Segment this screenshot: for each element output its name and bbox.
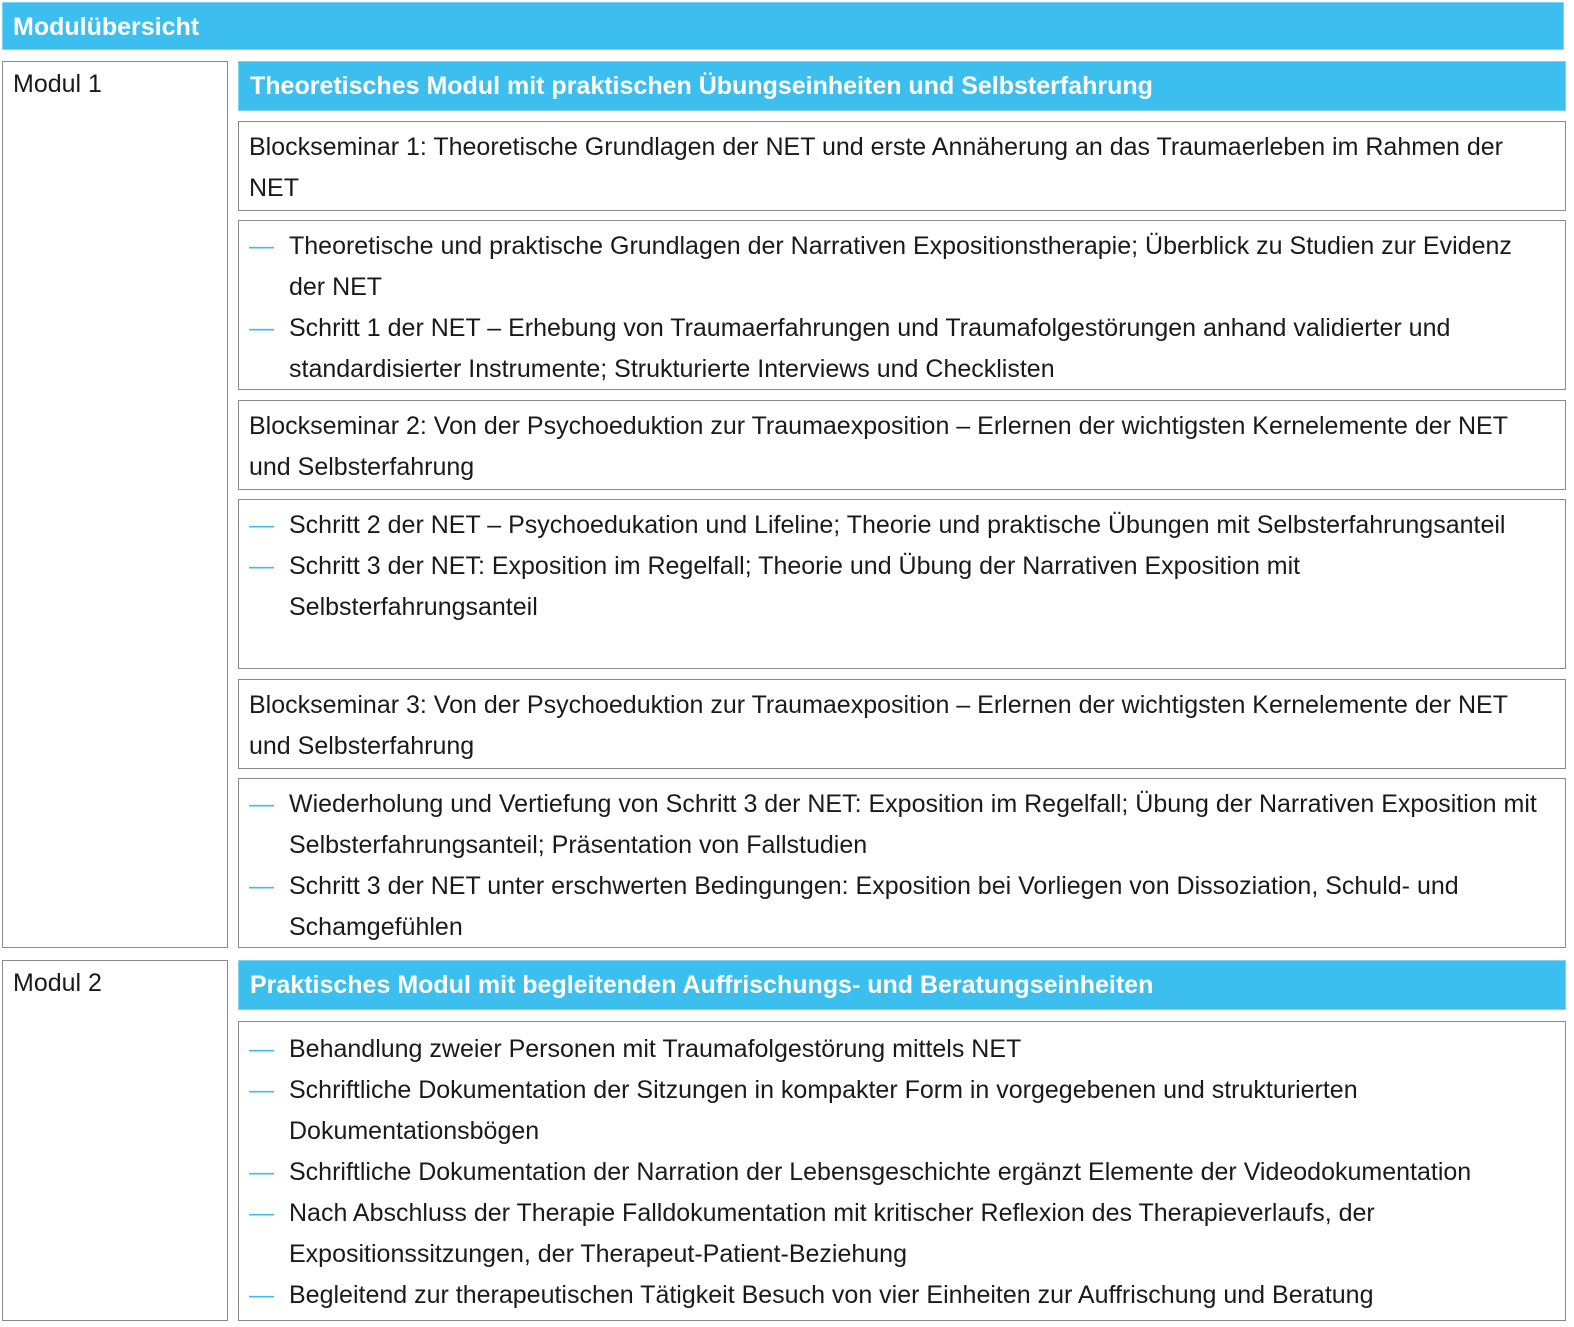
dash-bullet-icon: — (249, 1199, 274, 1227)
list-item (249, 1275, 1545, 1316)
list-item (249, 505, 1545, 546)
list-item (249, 308, 1545, 390)
dash-bullet-icon: — (249, 314, 274, 342)
list-item-text: Nach Abschluss der Therapie Falldokumentation mit kritischer Reflexion des Therapieverlaufs, der Expositionssitzungen, der Therapeut-Patient-Beziehung (289, 1199, 1375, 1268)
list-item-text: Schritt 3 der NET: Exposition im Regelfall; Theorie und Übung der Narrativen Exposition mit Selbsterfahrungsanteil (289, 552, 1301, 621)
block-items-box (238, 499, 1566, 669)
list-item-text: Wiederholung und Vertiefung von Schritt 3 der NET: Exposition im Regelfall; Übung der Narrativen Exposition mit Selbsterfahrungsanteil; Präsentation von Fallstudien (289, 790, 1537, 859)
list-item (249, 1193, 1545, 1275)
module-items-box (238, 1021, 1566, 1321)
dash-bullet-icon: — (249, 232, 274, 260)
list-item-text: Schriftliche Dokumentation der Sitzungen in kompakter Form in vorgegebenen und strukturierten Dokumentationsbögen (289, 1076, 1358, 1145)
dash-bullet-icon: — (249, 872, 274, 900)
module-label: Modul 1 (2, 61, 228, 948)
list-item (249, 1152, 1545, 1193)
module-title: Theoretisches Modul mit praktischen Übungseinheiten und Selbsterfahrung (238, 61, 1566, 111)
block-item-list (239, 779, 1565, 948)
module-label: Modul 2 (2, 960, 228, 1321)
list-item-text: Begleitend zur therapeutischen Tätigkeit Besuch von vier Einheiten zur Auffrischung und Beratung (289, 1281, 1374, 1309)
block-item-list (239, 221, 1565, 390)
block-heading: Blockseminar 2: Von der Psychoeduktion zur Traumaexposition – Erlernen der wichtigsten Kernelemente der NET und Selbsterfahrung (249, 412, 1508, 481)
dash-bullet-icon: — (249, 1158, 274, 1186)
block-heading: Blockseminar 1: Theoretische Grundlagen der NET und erste Annäherung an das Traumaerleben im Rahmen der NET (249, 133, 1503, 202)
dash-bullet-icon: — (249, 1035, 274, 1063)
dash-bullet-icon: — (249, 790, 274, 818)
block-heading-box (238, 400, 1566, 490)
dash-bullet-icon: — (249, 1076, 274, 1104)
list-item (249, 784, 1545, 866)
list-item (249, 226, 1545, 308)
list-item (249, 1029, 1545, 1070)
list-item (249, 1070, 1545, 1152)
list-item-text: Behandlung zweier Personen mit Traumafolgestörung mittels NET (289, 1035, 1022, 1063)
dash-bullet-icon: — (249, 1281, 274, 1309)
block-heading-box (238, 679, 1566, 769)
dash-bullet-icon: — (249, 511, 274, 539)
block-heading: Blockseminar 3: Von der Psychoeduktion zur Traumaexposition – Erlernen der wichtigsten Kernelemente der NET und Selbsterfahrung (249, 691, 1508, 760)
block-heading-box (238, 121, 1566, 211)
dash-bullet-icon: — (249, 552, 274, 580)
module-item-list (239, 1022, 1565, 1316)
list-item-text: Theoretische und praktische Grundlagen der Narrativen Expositionstherapie; Überblick zu Studien zur Evidenz der NET (289, 232, 1512, 301)
module-title: Praktisches Modul mit begleitenden Auffrischungs- und Beratungseinheiten (238, 960, 1566, 1010)
list-item-text: Schriftliche Dokumentation der Narration der Lebensgeschichte ergänzt Elemente der Videodokumentation (289, 1158, 1472, 1186)
list-item (249, 546, 1545, 628)
list-item (249, 866, 1545, 948)
list-item-text: Schritt 2 der NET – Psychoedukation und Lifeline; Theorie und praktische Übungen mit Selbsterfahrungsanteil (289, 511, 1506, 539)
page-title: Modulübersicht (2, 2, 1564, 50)
list-item-text: Schritt 1 der NET – Erhebung von Traumaerfahrungen und Traumafolgestörungen anhand validierter und standardisierter Instrumente; Strukturierte Interviews und Checklisten (289, 314, 1451, 383)
block-item-list (239, 500, 1565, 628)
list-item-text: Schritt 3 der NET unter erschwerten Bedingungen: Exposition bei Vorliegen von Dissoziation, Schuld- und Schamgefühlen (289, 872, 1459, 941)
block-items-box (238, 778, 1566, 948)
block-items-box (238, 220, 1566, 390)
